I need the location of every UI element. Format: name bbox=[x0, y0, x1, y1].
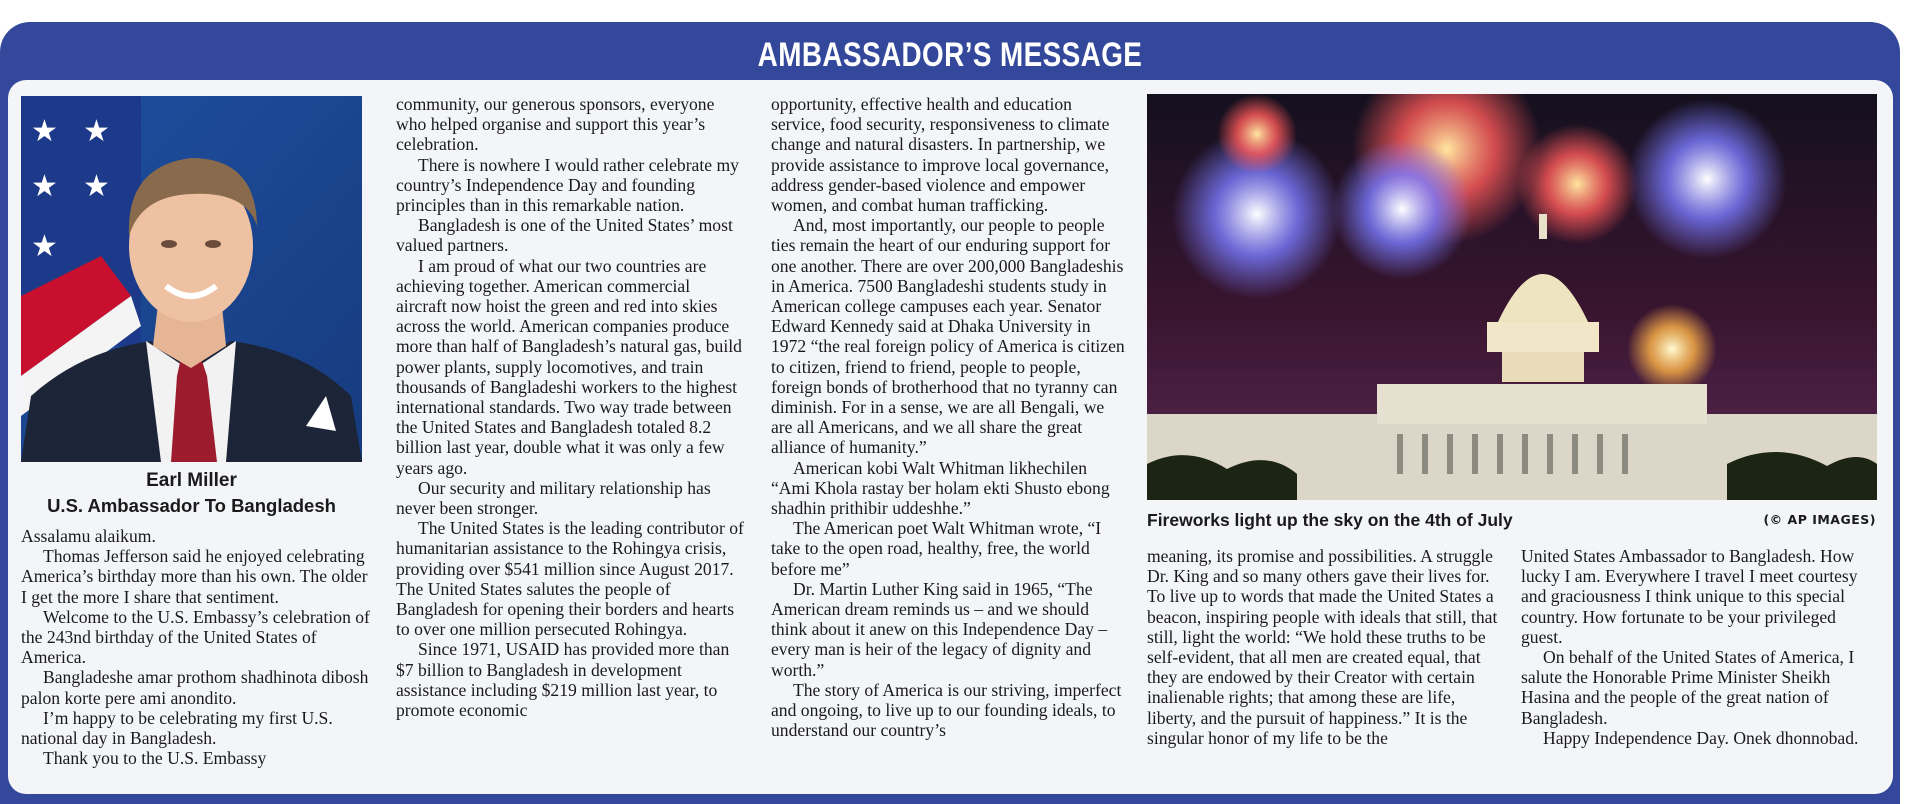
svg-text:★: ★ bbox=[31, 170, 58, 203]
photo-credit: (© AP IMAGES) bbox=[1763, 512, 1876, 527]
paragraph: Thomas Jefferson said he enjoyed celebrating America’s birthday more than his own. The older I get the more I share that sentiment. bbox=[21, 546, 368, 607]
article-column-4 bbox=[1147, 546, 1502, 748]
paragraph: United States Ambassador to Bangladesh. How lucky I am. Everywhere I travel I meet courtesy and graciousness I think unique to this special country. How fortunate to be your privileged guest. bbox=[1521, 546, 1858, 647]
paragraph: Welcome to the U.S. Embassy’s celebration of the 243nd birthday of the United States of America. bbox=[21, 606, 370, 668]
paragraph: I’m happy to be celebrating my first U.S. national day in Bangladesh. bbox=[21, 707, 333, 749]
paragraph: The United States is the leading contributor of humanitarian assistance to the Rohingya crisis, providing over $541 million since August 2017. The United States salutes the people of Bangladesh for opening their borders and hearts to over one million persecuted Rohingya. bbox=[396, 518, 744, 640]
paragraph: And, most importantly, our people to people ties remain the heart of our enduring support for one another. There are over 200,000 Bangladeshis in America. 7500 Bangladeshi students study in American college campuses each year. Senator Edward Kennedy said at Dhaka University in 1972 “the real foreign policy of America is citizen to citizen, friend to friend, people to people, foreign bonds of brotherhood that no tyranny can diminish. For in a sense, we are all Bengali, we are all Americans, and we all share the great alliance of humanity.” bbox=[771, 215, 1125, 458]
paragraph: American kobi Walt Whitman likhechilen “Ami Khola rastay ber holam ekti Shusto ebong shadhin prithibir uddeshhe.” bbox=[771, 457, 1110, 519]
paragraph: community, our generous sponsors, everyone who helped organise and support this year’s celebration. bbox=[396, 94, 715, 155]
paragraph: I am proud of what our two countries are achieving together. American commercial aircraft now hoist the green and red into skies across the world. American companies produce more than half of Bangladesh’s natural gas, build power plants, supply locomotives, and train thousands of Bangladeshi workers to the highest international standards. Two way trade between the United States and Bangladesh totaled 8.2 billion last year, double what it was only a few years ago. bbox=[396, 255, 742, 478]
paragraph: meaning, its promise and possibilities. A struggle Dr. King and so many others gave their lives for. To live up to words that made the United States a beacon, inspiring people with ideals that still, that still, light the world: “We hold these truths to be self-evident, that all men are created equal, that they are endowed by their Creator with certain inalienable rights; that among these are life, liberty, and the pursuit of happiness.” It is the singular honor of my life to be the bbox=[1147, 546, 1498, 748]
article-column-3 bbox=[771, 94, 1125, 741]
page-title: AMBASSADOR’S MESSAGE bbox=[757, 36, 1143, 74]
svg-text:★: ★ bbox=[31, 230, 58, 263]
paragraph: Bangladesh is one of the United States’ most valued partners. bbox=[396, 215, 733, 256]
paragraph: Thank you to the U.S. Embassy bbox=[43, 748, 267, 769]
article-column-1 bbox=[21, 526, 377, 768]
paragraph: There is nowhere I would rather celebrate my country’s Independence Day and founding principles than in this remarkable nation. bbox=[396, 154, 739, 216]
paragraph: Since 1971, USAID has provided more than $7 billion to Bangladesh in development assistance including $219 million last year, to promote economic bbox=[396, 639, 730, 721]
article-column-5 bbox=[1521, 546, 1876, 748]
paragraph: On behalf of the United States of America, I salute the Honorable Prime Minister Sheikh Hasina and the people of the great nation of Bangladesh. bbox=[1521, 647, 1855, 728]
paragraph: Assalamu alaikum. bbox=[21, 526, 156, 546]
ambassador-name: Earl Miller bbox=[146, 470, 237, 491]
ambassador-portrait bbox=[21, 96, 362, 462]
paragraph: opportunity, effective health and education service, food security, responsiveness to climate change and natural disasters. In partnership, we provide assistance to improve local governance, address gender-based violence and empower women, and combat human trafficking. bbox=[771, 94, 1110, 216]
paragraph: Dr. Martin Luther King said in 1965, “The American dream reminds us – and we should think about it anew on this Independence Day – every man is heir of the legacy of dignity and worth.” bbox=[771, 578, 1108, 680]
article-column-2 bbox=[396, 94, 744, 720]
paragraph: The story of America is our striving, imperfect and ongoing, to live up to our founding ideals, to understand our country’s bbox=[771, 679, 1122, 741]
svg-text:★: ★ bbox=[31, 115, 58, 148]
ambassador-title: U.S. Ambassador To Bangladesh bbox=[47, 495, 336, 516]
paragraph: Happy Independence Day. Onek dhonnobad. bbox=[1543, 727, 1859, 748]
paragraph: Bangladeshe amar prothom shadhinota dibosh palon korte pere ami anondito. bbox=[21, 667, 369, 708]
svg-text:★: ★ bbox=[83, 115, 110, 148]
paragraph: The American poet Walt Whitman wrote, “I take to the open road, healthy, free, the world before me” bbox=[771, 518, 1102, 579]
svg-text:★: ★ bbox=[83, 170, 110, 203]
fireworks-photo bbox=[1147, 94, 1877, 500]
photo-caption: Fireworks light up the sky on the 4th of July bbox=[1147, 510, 1513, 530]
paragraph: Our security and military relationship has never been stronger. bbox=[396, 477, 711, 519]
